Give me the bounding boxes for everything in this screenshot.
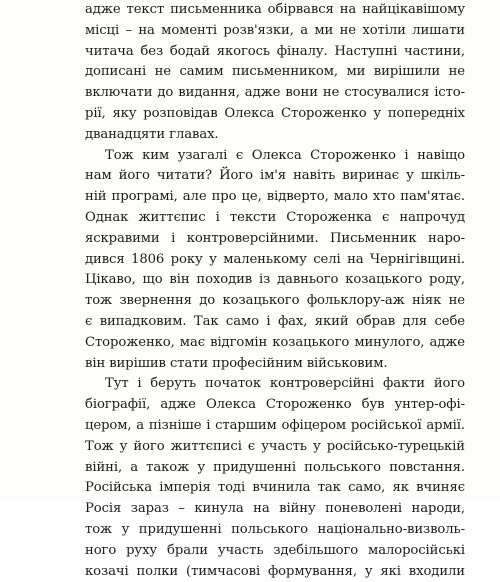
text-line: він вирішив стати професійним військовим. [85,355,388,371]
text-line: Однак життєпис і тексти Стороженка є напрочуд [85,209,465,225]
paragraph-1 [85,0,465,146]
text-line: є випадковим. Так само і фах, який обрав для себе [85,313,465,329]
text-line: Стороженко, має відгомін козацького минулого, адже [85,334,465,350]
text-line: дописані не самим письменником, ми вирішили не [85,64,465,80]
text-line: козачі полки (тимчасові формування, у які входили [85,563,465,579]
text-line: адже текст письменника обірвався на найцікавішому [85,2,465,17]
text-line: рії, яку розповідав Олекса Стороженко у попередніх [85,105,465,121]
text-line: біографії, адже Олекса Стороженко був унтер-офі- [85,397,465,413]
text-line: ного руху брали участь здебільшого малоросійські [85,542,465,558]
text-line: місці – на моменті розв'язки, а ми не хотіли лишати [85,22,465,38]
text-line: цером, а пізніше і старшим офіцером російської армії. [85,417,465,433]
text-line: Росія зараз – кинула на війну поневолені народи, [85,501,465,517]
paragraph-3 [85,374,465,582]
text-line: Цікаво, що він походив із давнього козацького роду, [85,272,465,288]
page-text [85,0,465,582]
paragraph-2 [85,146,465,375]
text-line: дився 1806 року у маленькому селі на Чернігівщині. [85,251,465,267]
text-line: ній програмі, але про це, відверто, мало хто пам'ятає. [85,189,465,205]
text-line: дванадцяти главах. [85,126,219,142]
text-line: Тож ким узагалі є Олекса Стороженко і навіщо [105,147,465,163]
text-line: тож звернення до козацького фольклору-аж ніяк не [85,293,465,309]
text-line: читача без бодай якогось фіналу. Наступні частини, [85,43,465,59]
text-line: Тож у його життєписі є участь у російсько-турецькій [85,438,465,454]
text-line: яскравими і контроверсійними. Письменник наро- [85,230,465,246]
text-line: включати до видання, адже вони не стосувалися істо- [85,85,465,101]
text-line: Російська імперія тоді вчинила так само, як вчиняє [85,480,465,496]
text-line: Тут і беруть початок контроверсійні факти його [105,376,465,392]
text-line: тож у придушенні польського національно-визволь- [85,521,465,537]
text-line: нам його читати? Його ім'я навіть виринає у шкіль- [85,168,465,184]
text-line: війні, а також у придушенні польського повстання. [85,459,465,475]
